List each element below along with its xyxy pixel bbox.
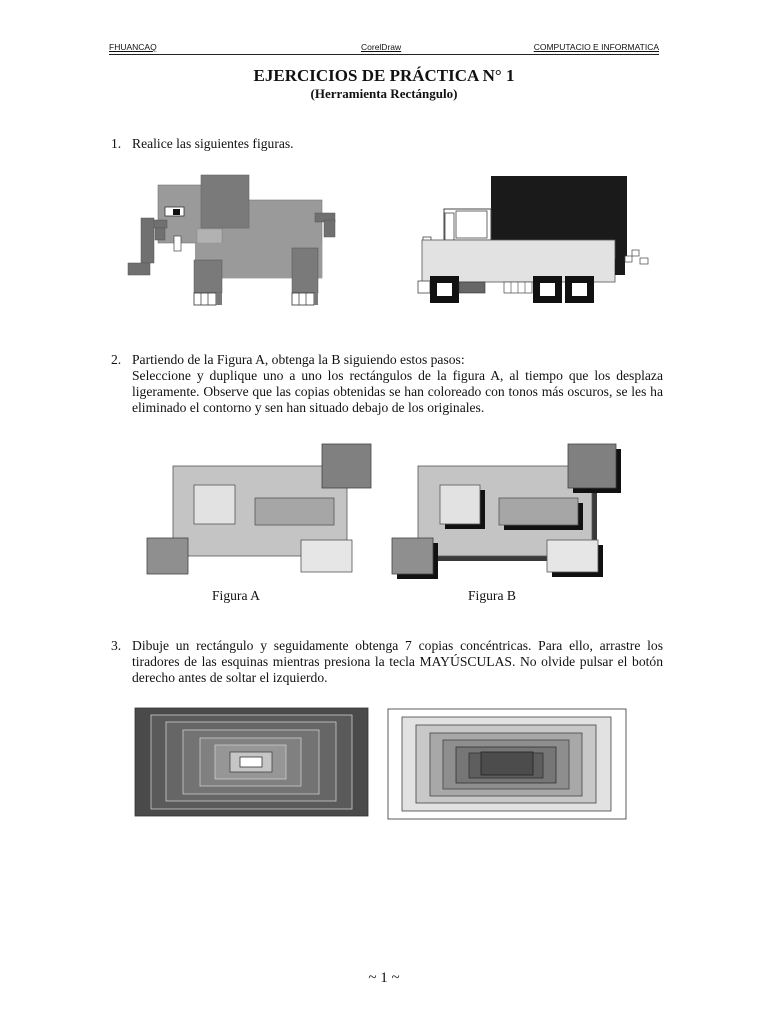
exercise-detail: Seleccione y duplique uno a uno los rectángulos de la figura A, al tiempo que los desplaza ligeramente. Observe que las copias obtenidas se han coloreado con tonos más oscuros, se les ha eliminado el contorno y sen han situado debajo de los originales.: [132, 368, 663, 415]
exercise-text: Dibuje un rectángulo y seguidamente obtenga 7 copias concéntricas. Para ello, arrastre los tiradores de las esquinas mientras presiona la tecla MAYÚSCULAS. No olvide pulsar el botón derecho antes de soltar el izquierdo.: [132, 638, 663, 685]
exercise-text: Realice las siguientes figuras.: [132, 136, 294, 151]
caption-figure-b: Figura B: [468, 588, 516, 603]
exercise-number: 1.: [111, 136, 122, 151]
document-title: EJERCICIOS DE PRÁCTICA N° 1: [253, 66, 515, 85]
header-author: FHUANCAQ: [109, 42, 157, 52]
header-course: COMPUTACIO E INFORMATICA: [533, 42, 659, 52]
page-number: ~ 1 ~: [368, 970, 400, 986]
header-program: CorelDraw: [361, 42, 402, 52]
figure-b: [385, 440, 630, 585]
exercise-number: 2.: [111, 352, 122, 367]
exercise-number: 3.: [111, 638, 122, 653]
concentric-rectangles-light: [382, 702, 632, 827]
exercise-1: [111, 136, 663, 152]
figure-a: [140, 440, 380, 580]
truck-figure: [410, 170, 660, 310]
elephant-figure: [120, 170, 350, 310]
caption-figure-a: Figura A: [212, 588, 260, 603]
exercise-3: [111, 638, 663, 686]
exercise-text: Partiendo de la Figura A, obtenga la B siguiendo estos pasos:: [132, 352, 465, 367]
document-subtitle: (Herramienta Rectángulo): [310, 86, 458, 101]
exercise-2: [111, 352, 663, 416]
concentric-rectangles-dark: [130, 702, 375, 822]
page-header: [109, 42, 659, 55]
